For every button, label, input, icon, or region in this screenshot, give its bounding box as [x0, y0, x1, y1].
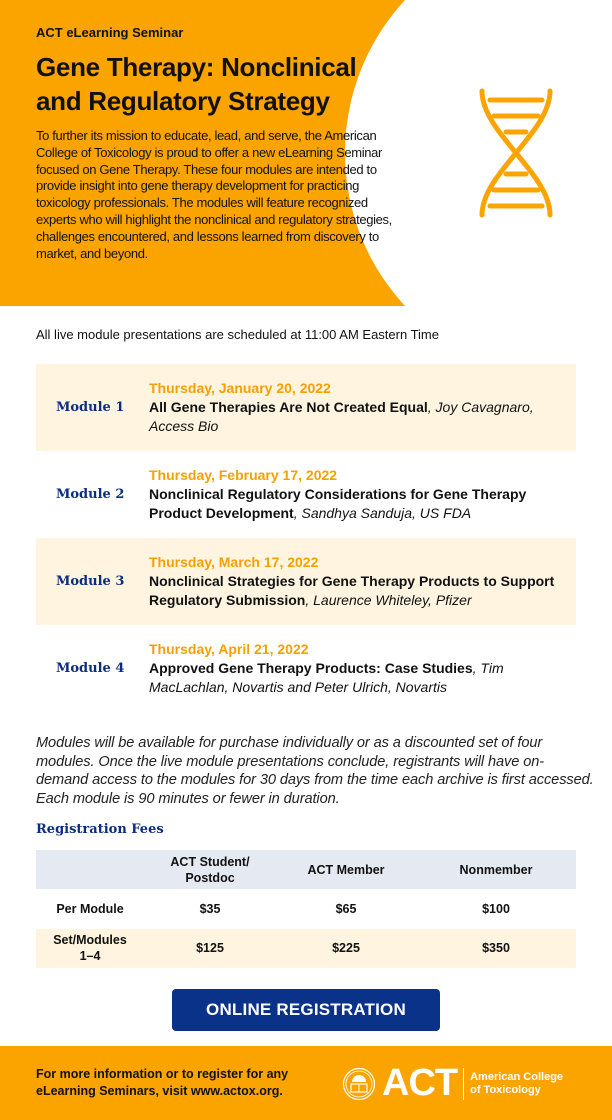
- module-speaker: , Laurence Whiteley, Pfizer: [305, 592, 472, 608]
- table-row: [36, 889, 576, 929]
- logo-divider: [463, 1068, 464, 1100]
- kicker: ACT eLearning Seminar: [36, 25, 184, 40]
- column-header: Nonmember: [459, 862, 533, 877]
- footer-text: [36, 1066, 326, 1100]
- module-list: [36, 364, 576, 712]
- fees-heading: Registration Fees: [36, 822, 164, 837]
- module-label: Module 2: [56, 487, 125, 502]
- module-label: Module 3: [56, 574, 125, 589]
- price-cell: $225: [332, 941, 360, 956]
- footer: [0, 1046, 612, 1120]
- module-speaker: , Sandhya Sanduja, US FDA: [293, 505, 472, 521]
- module-row: [36, 364, 576, 451]
- column-header: ACT Student/ Postdoc: [170, 854, 250, 885]
- price-cell: $35: [199, 901, 221, 916]
- module-speaker: , Tim MacLachlan, Novartis and Peter Ulrich, Novartis: [149, 660, 504, 695]
- module-date: Thursday, January 20, 2022: [149, 380, 331, 396]
- module-title: Nonclinical Regulatory Considerations for Gene Therapy Product Development: [149, 486, 527, 521]
- module-row: [36, 538, 576, 625]
- logo-organization-name: American College of Toxicology: [470, 1070, 564, 1096]
- row-label: Per Module: [56, 901, 124, 916]
- module-label: Module 1: [56, 400, 125, 415]
- price-cell: $350: [482, 941, 510, 956]
- module-date: Thursday, March 17, 2022: [149, 554, 319, 570]
- column-header: ACT Member: [307, 862, 385, 877]
- website-link[interactable]: www.actox.org.: [190, 1084, 283, 1098]
- module-row: [36, 625, 576, 712]
- module-date: Thursday, April 21, 2022: [149, 641, 309, 657]
- footer-message: For more information or to register for any eLearning Seminars, visit: [36, 1067, 289, 1098]
- module-title: Nonclinical Strategies for Gene Therapy Products to Support Regulatory Submission: [149, 573, 555, 608]
- module-date: Thursday, February 17, 2022: [149, 467, 338, 483]
- module-row: [36, 451, 576, 538]
- act-logo: [342, 1062, 570, 1105]
- table-header-row: [36, 850, 576, 889]
- fees-table: [36, 850, 576, 968]
- act-seal-icon: [342, 1067, 376, 1101]
- hero-banner: [0, 0, 612, 306]
- page-title: Gene Therapy: Nonclinical and Regulatory Strategy: [36, 52, 357, 116]
- table-row: [36, 929, 576, 969]
- module-title: Approved Gene Therapy Products: Case Studies: [149, 660, 473, 676]
- price-cell: $125: [196, 941, 224, 956]
- online-registration-button[interactable]: ONLINE REGISTRATION: [172, 989, 440, 1031]
- logo-wordmark: ACT: [382, 1062, 458, 1104]
- module-label: Module 4: [56, 661, 125, 676]
- row-label: Set/Modules 1–4: [53, 933, 127, 964]
- column-header: [36, 850, 144, 889]
- price-cell: $65: [335, 901, 357, 916]
- dna-icon: [476, 88, 556, 218]
- schedule-note: All live module presentations are scheduled at 11:00 AM Eastern Time: [36, 327, 439, 342]
- closing-paragraph: Modules will be available for purchase individually or as a discounted set of four modules. Once the live module presentations conclude, registrants will have on-demand access to the modules for 30 days from the time each archive is first accessed. Each module is 90 minutes or fewer in duration.: [36, 735, 594, 807]
- price-cell: $100: [482, 901, 510, 916]
- module-speaker: , Joy Cavagnaro, Access Bio: [149, 399, 534, 434]
- intro-paragraph: To further its mission to educate, lead, and serve, the American College of Toxicology is proud to offer a new eLearning Seminar focused on Gene Therapy. These four modules are intended to provide insight into gene therapy development for practicing toxicology professionals. The modules will feature recognized experts who will highlight the nonclinical and regulatory strategies, challenges encountered, and lessons learned from discovery to market, and beyond.: [36, 128, 392, 261]
- module-title: All Gene Therapies Are Not Created Equal: [149, 399, 428, 415]
